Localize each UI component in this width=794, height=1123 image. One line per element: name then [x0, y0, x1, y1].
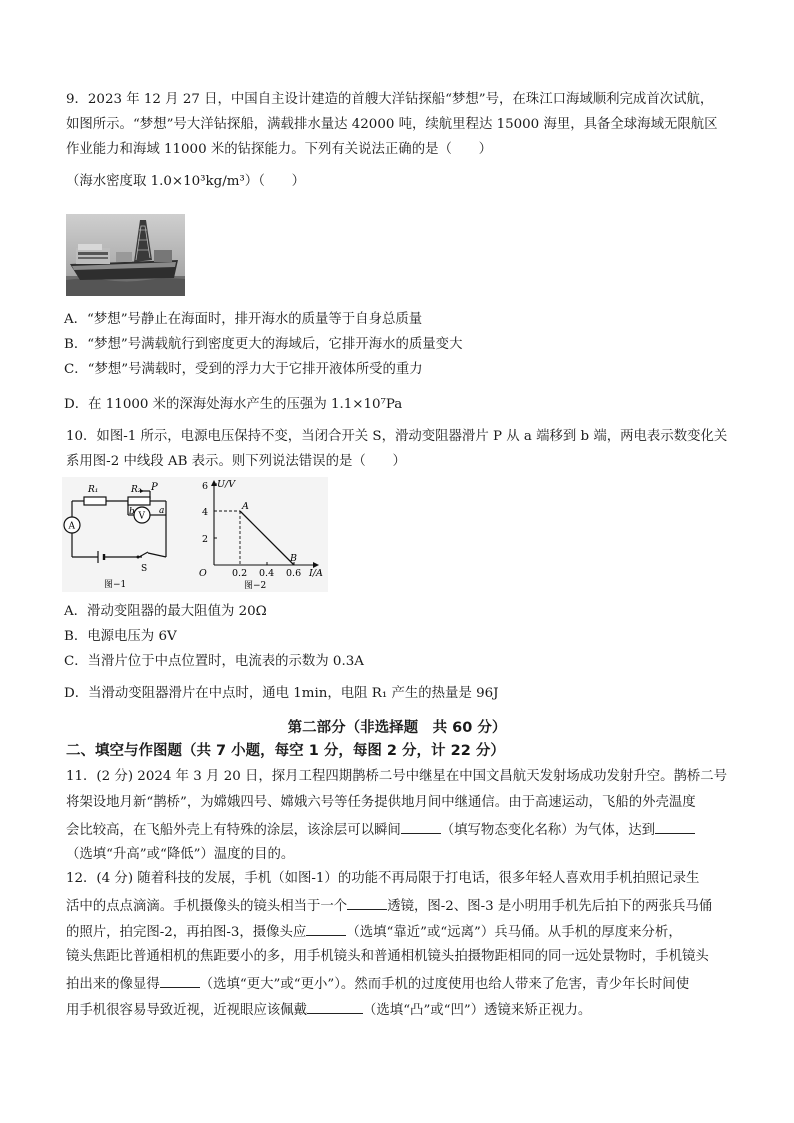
part2-title: 第二部分（非选择题 共 60 分） — [287, 720, 507, 736]
ytick-6: 6 — [202, 481, 209, 492]
q9-density-note: （海水密度取 1.0×10³kg/m³）（ ） — [66, 174, 306, 189]
drilling-ship-image — [66, 214, 185, 296]
ytick-4: 4 — [202, 507, 209, 518]
q12-line5-text-b: （选填“更大”或“更小”）。然而手机的过度使用也给人带来了危害，青少年长时间使 — [199, 977, 690, 992]
origin-label: O — [199, 568, 207, 579]
q12-line4: 镜头焦距比普通相机的焦距要小的多，用手机镜头和普通相机镜头拍摄物距相同的同一远处景物时，手机镜头 — [66, 949, 709, 964]
r2-label: R₂ — [131, 485, 142, 495]
q11-line3-text: 会比较高，在飞船外壳上有特殊的涂层，该涂层可以瞬间 — [66, 823, 401, 838]
q12-line6-text-b: （选填“凸”或“凹”）透镜来矫正视力。 — [363, 1003, 592, 1018]
q12-line2-text: 活中的点点滴滴。手机摄像头的镜头相当于一个 — [66, 899, 348, 914]
q12-line3-text-b: （选填“靠近”或“远离”）兵马俑。从手机的厚度来分析， — [346, 925, 682, 940]
q11-line2: 将架设地月新“鹊桥”，为嫦娥四号、嫦娥六号等任务提供地月间中继通信。由于高速运动，飞船的外壳温度 — [66, 795, 696, 810]
a-label: a — [159, 506, 165, 516]
q11-line1: 11．(2 分) 2024 年 3 月 20 日，探月工程四期鹊桥二号中继星在中国文昌航天发射场成功发射升空。鹊桥二号 — [66, 769, 728, 784]
q9-option-b: B．“梦想”号满载航行到密度更大的海域后，它排开海水的质量变大 — [64, 337, 463, 352]
x-axis-label: I/A — [309, 568, 323, 579]
ytick-2: 2 — [202, 534, 209, 545]
q12-line3-text: 的照片，拍完图-2，再拍图-3，摄像头应 — [66, 925, 307, 940]
xtick-0-4: 0.4 — [259, 568, 275, 579]
q9-stem-line3: 作业能力和海域 11000 米的钻探能力。下列有关说法正确的是（ ） — [66, 142, 493, 157]
r1-resistor — [84, 497, 106, 505]
point-b-label: B — [290, 553, 297, 564]
point-a-label: A — [242, 501, 249, 512]
q10-option-a: A．滑动变阻器的最大阻值为 20Ω — [64, 604, 267, 619]
q12-line2-text-b: 透镜，图-2、图-3 是小明用手机先后拍下的两张兵马俑 — [387, 899, 713, 914]
r1-label: R₁ — [88, 485, 99, 495]
q12-blank-4[interactable] — [307, 999, 363, 1014]
q11-line3 — [66, 819, 695, 841]
q12-blank-1[interactable] — [347, 895, 387, 910]
ship-photo — [66, 214, 185, 296]
q12-blank-3[interactable] — [160, 973, 200, 988]
fig2-caption: 图−2 — [244, 581, 267, 591]
q12-line3 — [66, 921, 682, 943]
q11-line4: （选填“升高”或“降低”）温度的目的。 — [66, 847, 295, 862]
ui-graph — [176, 477, 328, 592]
q12-line5-text: 拍出来的像显得 — [66, 977, 160, 992]
q9-option-c: C．“梦想”号满载时，受到的浮力大于它排开液体所受的重力 — [64, 362, 423, 377]
q11-line3-text-b: （填写物态变化名称）为气体，达到 — [440, 823, 656, 838]
q9-option-d: D．在 11000 米的深海处海水产生的压强为 1.1×10⁷Pa — [64, 397, 403, 412]
switch-label: S — [141, 564, 148, 574]
q12-blank-2[interactable] — [306, 921, 346, 936]
fig1-caption: 图−1 — [104, 580, 127, 590]
q10-stem-line2: 系用图-2 中线段 AB 表示。则下列说法错误的是（ ） — [66, 454, 406, 469]
q10-stem-line1: 10．如图-1 所示，电源电压保持不变，当闭合开关 S，滑动变阻器滑片 P 从 a 端移到 b 端，两电表示数变化关 — [66, 429, 728, 444]
xtick-0-2: 0.2 — [232, 568, 248, 579]
b-label: b — [129, 507, 135, 517]
q11-blank-1[interactable] — [401, 819, 441, 834]
y-axis-label: U/V — [217, 479, 236, 490]
p-label: P — [151, 482, 158, 493]
q10-option-d: D．当滑动变阻器滑片在中点时，通电 1min，电阻 R₁ 产生的热量是 96J — [64, 686, 499, 701]
q9-stem-line2: 如图所示。“梦想”号大洋钻探船，满载排水量达 42000 吨，续航里程达 15000 海里，具备全球海域无限航区 — [66, 117, 718, 132]
q10-option-c: C．当滑片位于中点位置时，电流表的示数为 0.3A — [64, 654, 364, 669]
xtick-0-6: 0.6 — [286, 568, 302, 579]
section2-heading: 二、填空与作图题（共 7 小题，每空 1 分，每图 2 分，计 22 分） — [66, 743, 505, 759]
r2-rheostat — [128, 497, 150, 505]
q9-option-a: A．“梦想”号静止在海面时，排开海水的质量等于自身总质量 — [64, 312, 423, 327]
q12-line6-text: 用手机很容易导致近视，近视眼应该佩戴 — [66, 1003, 308, 1018]
q9-stem-line1: 9．2023 年 12 月 27 日，中国自主设计建造的首艘大洋钻探船“梦想”号，在珠江口海域顺利完成首次试航， — [66, 92, 714, 107]
q12-line5 — [66, 973, 689, 995]
ammeter-label: A — [68, 521, 75, 532]
circuit-diagram — [62, 477, 176, 592]
q12-line2 — [66, 895, 712, 917]
q11-blank-2[interactable] — [655, 819, 695, 834]
q12-line6 — [66, 999, 591, 1021]
q12-line1: 12．(4 分) 随着科技的发展，手机（如图-1）的功能不再局限于打电话，很多年轻人喜欢用手机拍照记录生 — [66, 871, 700, 886]
q10-option-b: B．电源电压为 6V — [64, 629, 177, 644]
voltmeter-label: V — [138, 511, 145, 522]
